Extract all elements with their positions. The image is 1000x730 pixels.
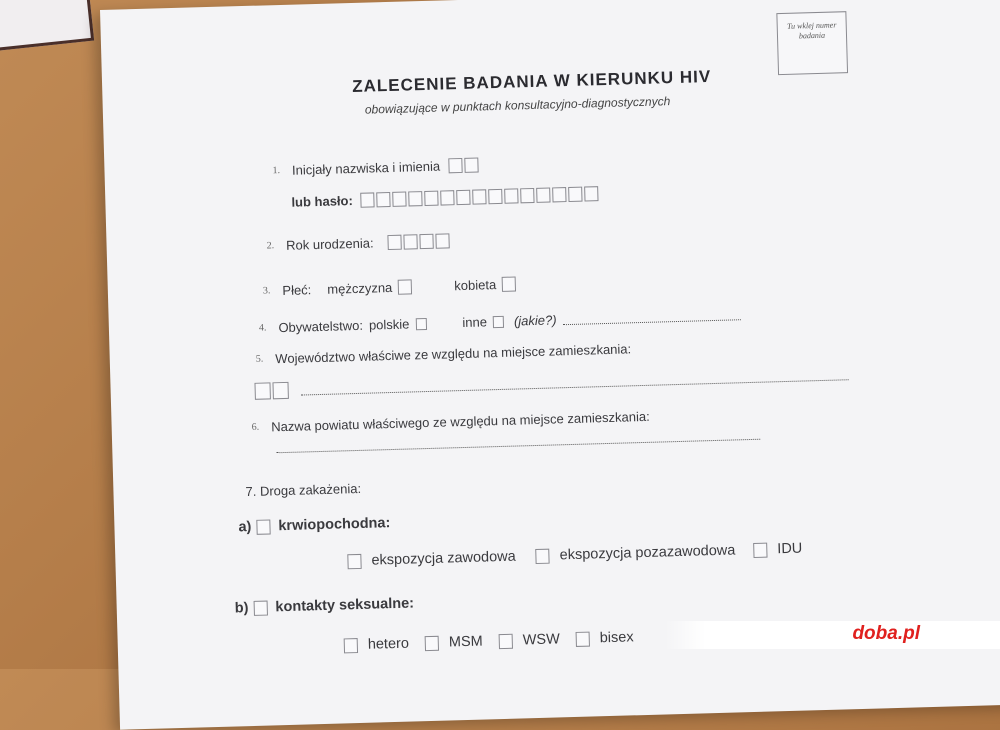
option-bisex-label: bisex — [599, 629, 634, 647]
option-idu-checkbox[interactable] — [753, 542, 767, 557]
q4-number: 4. — [258, 322, 267, 334]
password-box[interactable] — [521, 188, 535, 203]
sex-female-checkbox[interactable] — [502, 276, 516, 291]
form-title: ZALECENIE BADANIA W KIERUNKU HIV — [351, 66, 712, 96]
birth-year-box[interactable] — [403, 234, 417, 249]
q4-label: Obywatelstwo: — [278, 317, 364, 336]
voivodeship-code-box[interactable] — [272, 382, 288, 399]
password-box[interactable] — [553, 187, 567, 202]
option-msm-checkbox[interactable] — [425, 635, 439, 650]
password-box[interactable] — [441, 190, 455, 205]
q7-label: 7. Droga zakażenia: — [245, 480, 362, 500]
background-paper-corner — [0, 0, 94, 51]
route-a-checkbox[interactable] — [256, 519, 270, 534]
route-b-row — [235, 595, 415, 616]
voivodeship-code-box[interactable] — [254, 382, 270, 399]
field-sex-row — [263, 276, 519, 298]
option-hetero-label: hetero — [367, 635, 410, 653]
password-box[interactable] — [377, 192, 391, 207]
password-box[interactable] — [425, 191, 439, 206]
county-line[interactable] — [276, 429, 760, 454]
option-occupational-label: ekspozycja zawodowa — [371, 548, 516, 569]
q5-number: 5. — [255, 353, 264, 365]
citizenship-other-label: inne — [462, 314, 488, 331]
initials-box[interactable] — [448, 158, 462, 173]
password-box[interactable] — [489, 189, 503, 204]
option-msm-label: MSM — [448, 633, 483, 651]
citizenship-polish-checkbox[interactable] — [415, 318, 426, 330]
field-infection-route-row — [245, 481, 361, 499]
test-number-box: Tu wklej numer badania — [776, 11, 848, 75]
option-idu-label: IDU — [777, 540, 803, 558]
field-citizenship-row — [259, 307, 741, 335]
password-box[interactable] — [393, 192, 407, 207]
sex-male-checkbox[interactable] — [398, 279, 412, 294]
option-bisex-checkbox[interactable] — [576, 631, 590, 646]
q2-number: 2. — [266, 240, 275, 252]
q2-label: Rok urodzenia: — [285, 235, 374, 253]
birth-year-box[interactable] — [419, 234, 433, 249]
password-box[interactable] — [505, 188, 519, 203]
field-password-row — [291, 186, 601, 210]
password-box[interactable] — [409, 191, 423, 206]
voivodeship-input-row — [254, 366, 848, 400]
option-non-occupational-checkbox[interactable] — [535, 548, 549, 563]
password-box[interactable] — [457, 190, 471, 205]
route-a-options-row — [347, 541, 802, 570]
q6-number: 6. — [251, 421, 260, 433]
watermark-logo: doba.pl — [852, 623, 920, 644]
route-a-marker: a) — [238, 518, 252, 536]
q1-number: 1. — [272, 165, 281, 177]
password-box[interactable] — [585, 186, 599, 201]
q5-label: Województwo właściwe ze względu na miejsce zamieszkania: — [275, 341, 632, 367]
citizenship-hint: (jakie?) — [513, 312, 557, 329]
sex-option-female-label: kobieta — [454, 277, 497, 294]
initials-box[interactable] — [464, 158, 478, 173]
field-voivodeship-row — [256, 341, 632, 366]
county-input-row — [276, 429, 760, 454]
route-b-options-row — [344, 629, 634, 653]
q3-number: 3. — [262, 285, 271, 297]
option-non-occupational-label: ekspozycja pozazawodowa — [559, 542, 736, 564]
option-wsw-checkbox[interactable] — [499, 633, 513, 648]
password-box[interactable] — [361, 192, 375, 207]
route-b-label: kontakty seksualne: — [275, 595, 415, 616]
field-initials-row — [272, 157, 480, 178]
option-hetero-checkbox[interactable] — [344, 638, 358, 653]
field-birth-year-row — [266, 233, 451, 253]
option-occupational-checkbox[interactable] — [347, 553, 361, 568]
sex-option-male-label: mężczyzna — [327, 279, 393, 297]
citizenship-other-line[interactable] — [562, 309, 740, 325]
password-box[interactable] — [473, 189, 487, 204]
q3-label: Płeć: — [282, 282, 312, 299]
citizenship-polish-label: polskie — [368, 316, 410, 333]
route-a-label: krwiopochodna: — [278, 515, 391, 535]
citizenship-other-checkbox[interactable] — [493, 315, 504, 327]
field-county-row — [252, 409, 650, 435]
password-box[interactable] — [569, 187, 583, 202]
password-box[interactable] — [537, 187, 551, 202]
route-a-row — [238, 515, 390, 535]
route-b-checkbox[interactable] — [253, 600, 267, 615]
option-wsw-label: WSW — [522, 631, 560, 649]
q1-label: Inicjały nazwiska i imienia — [291, 158, 441, 178]
form-subtitle: obowiązujące w punktach konsultacyjno-diagnostycznych — [364, 94, 671, 117]
voivodeship-line[interactable] — [301, 369, 849, 395]
q1-alt-label: lub hasło: — [291, 193, 354, 210]
birth-year-box[interactable] — [435, 233, 449, 248]
birth-year-box[interactable] — [387, 235, 401, 250]
watermark-banner — [665, 621, 1000, 649]
route-b-marker: b) — [234, 600, 249, 617]
q6-label: Nazwa powiatu właściwego ze względu na miejsce zamieszkania: — [270, 408, 650, 435]
